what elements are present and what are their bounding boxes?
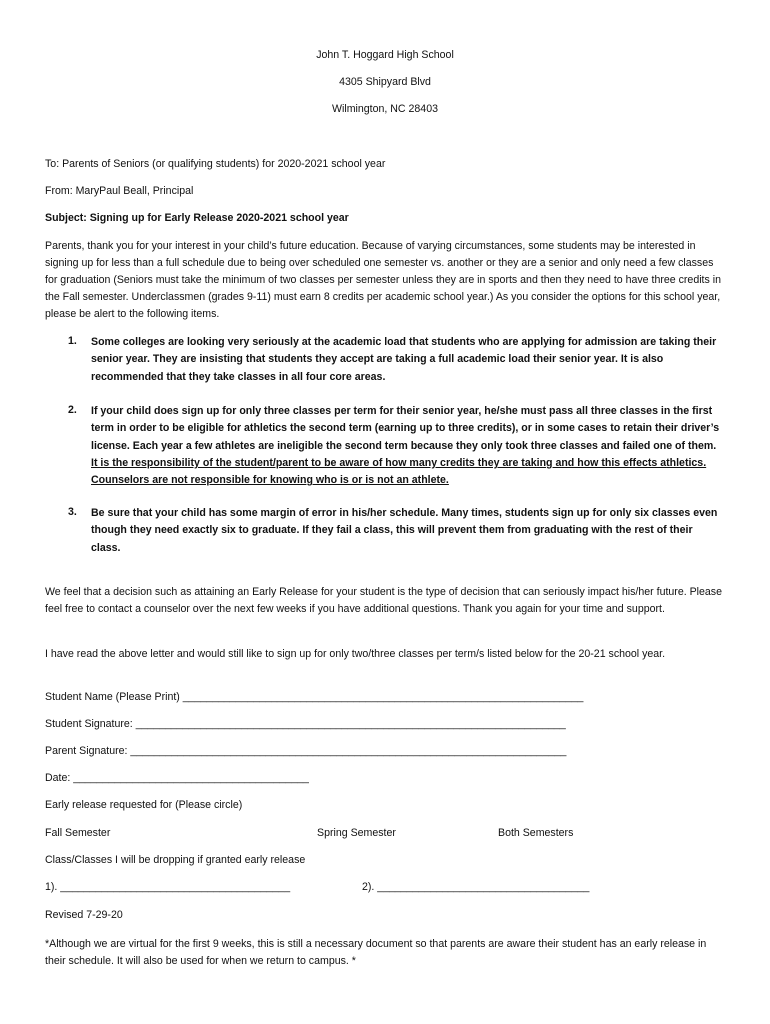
drop-class-1-field[interactable]: 1). _______________________________________ [45, 881, 291, 893]
dropping-classes-label: Class/Classes I will be dropping if granted early release [45, 854, 306, 866]
early-release-label: Early release requested for (Please circle) [45, 799, 243, 811]
intro-paragraph: Parents, thank you for your interest in your child’s future education. Because of varying circumstances, some students may be interested in signing up for less than a full schedule due to being over scheduled one semester vs. another or they are a senior and only need a few classes for graduation (Seniors must take the minimum of two classes per semester unless they are in sports and then they need to have three credits in the Fall semester. Underclassmen (grades 9-11) must earn 8 credits per academic school year.) As you consider the options for this school year, please be alert to the following items. [45, 240, 721, 320]
item-1-text: Some colleges are looking very seriously at the academic load that students who are applying for admission are taking their senior year. They are insisting that students they accept are taking a full academic load their senior year. It is also recommended that they take classes in all four core areas. [91, 336, 717, 383]
school-city: Wilmington, NC 28403 [332, 103, 438, 115]
item-3-text: Be sure that your child has some margin of error in his/her schedule. Many times, students sign up for only six classes even though they need exactly six to graduate. If they fail a class, this will prevent them from graduating with the rest of their class. [91, 507, 718, 554]
student-signature-field[interactable]: Student Signature: _________________________________________________________________________ [45, 718, 566, 730]
memo-to: To: Parents of Seniors (or qualifying students) for 2020-2021 school year [45, 158, 386, 170]
item-1-number: 1. [68, 335, 77, 347]
parent-signature-field[interactable]: Parent Signature: __________________________________________________________________________ [45, 745, 567, 757]
footnote: *Although we are virtual for the first 9 weeks, this is still a necessary document so that parents are aware their student has an early release in their schedule. It will also be used for when we return to campus. * [45, 938, 707, 967]
fall-semester-option[interactable]: Fall Semester [45, 827, 111, 839]
item-2-text [91, 403, 723, 489]
drop-class-2-field[interactable]: 2). ____________________________________ [362, 881, 590, 893]
item-2-underlined-note: It is the responsibility of the student/parent to be aware of how many credits they are taking and how this effects athletics. Counselors are not responsible for knowing who is or is not an athlete. [91, 456, 707, 487]
spring-semester-option[interactable]: Spring Semester [317, 827, 396, 839]
revised-date: Revised 7-29-20 [45, 909, 123, 921]
student-name-field[interactable]: Student Name (Please Print) ____________________________________________________________________ [45, 691, 584, 703]
date-field[interactable]: Date: ________________________________________ [45, 772, 309, 784]
memo-from: From: MaryPaul Beall, Principal [45, 185, 194, 197]
school-name: John T. Hoggard High School [316, 49, 454, 61]
item-2-number: 2. [68, 404, 77, 416]
item-2-body: If your child does sign up for only three classes per term for their senior year, he/she must pass all three classes in the first term in order to be eligible for athletics the second term (earning up to three credits), or in some cases to retain their driver’s license. Each year a few athletes are ineligible the second term because they only took three classes and failed one of them. [91, 405, 720, 452]
acknowledgement-paragraph: I have read the above letter and would still like to sign up for only two/three classes per term/s listed below for the 20-21 school year. [45, 648, 666, 660]
both-semesters-option[interactable]: Both Semesters [498, 827, 574, 839]
school-address: 4305 Shipyard Blvd [339, 76, 431, 88]
item-3-number: 3. [68, 506, 77, 518]
closing-paragraph: We feel that a decision such as attaining an Early Release for your student is the type of decision that can seriously impact his/her future. Please feel free to contact a counselor over the next few weeks if you have additional questions. Thank you again for your time and support. [45, 586, 722, 615]
memo-subject: Subject: Signing up for Early Release 2020-2021 school year [45, 212, 349, 224]
